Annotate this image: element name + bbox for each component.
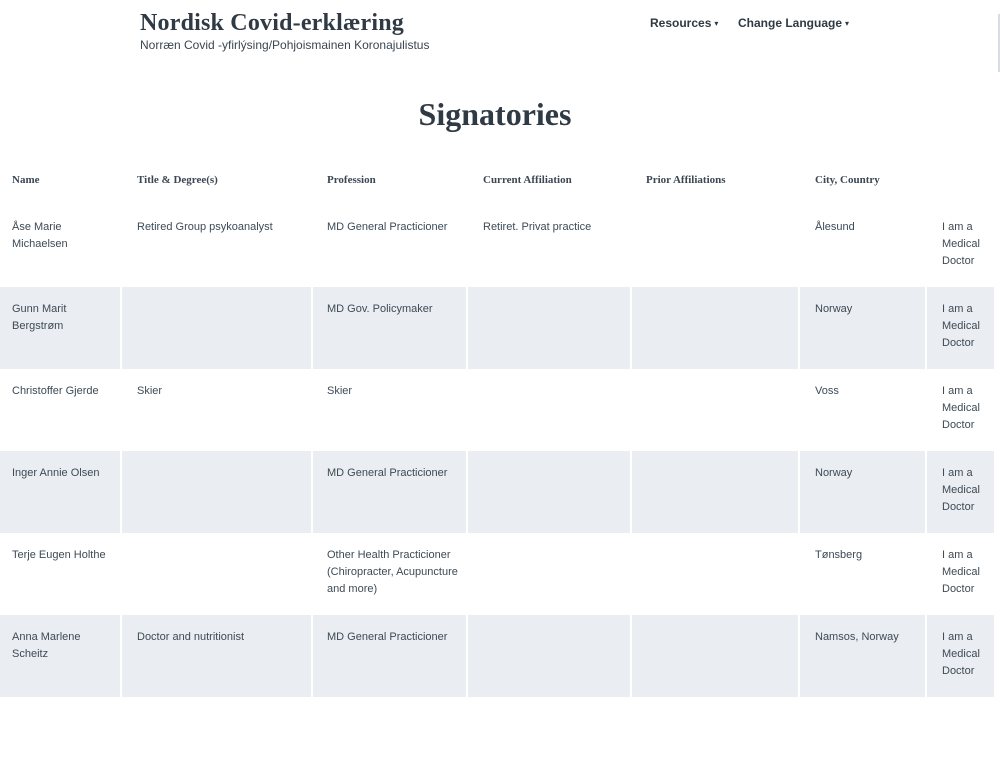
table-row (0, 205, 994, 287)
cell-name: Anna Marlene Scheitz (12, 631, 81, 660)
cell-profession: MD General Practicioner (327, 631, 448, 643)
column-header-profession: Profession (327, 174, 376, 186)
column-divider (311, 451, 313, 533)
cell-city-country: Norway (815, 467, 853, 479)
cell-name: Christoffer Gjerde (12, 385, 99, 397)
column-divider (925, 615, 927, 697)
chevron-down-icon: ▾ (845, 19, 850, 28)
brand-title[interactable]: Nordisk Covid-erklæring (140, 10, 404, 36)
cell-name: Terje Eugen Holthe (12, 549, 106, 561)
cell-city-country: Tønsberg (815, 549, 863, 561)
cell-name: Gunn Marit Bergstrøm (12, 303, 67, 332)
cell-type: I am a Medical Doctor (942, 303, 980, 349)
column-divider (925, 287, 927, 369)
table-header-row (0, 163, 994, 205)
cell-title: Retired Group psykoanalyst (137, 221, 273, 233)
cell-type: I am a Medical Doctor (942, 631, 980, 677)
table-row (0, 369, 994, 451)
cell-profession: MD General Practicioner (327, 221, 448, 233)
cell-profession: MD Gov. Policymaker (327, 303, 433, 315)
table-row (0, 533, 994, 615)
cell-city-country: Norway (815, 303, 853, 315)
column-divider (466, 615, 468, 697)
cell-profession: Other Health Practicioner (Chiropracter, Acupuncture and more) (327, 549, 458, 595)
column-divider (466, 451, 468, 533)
brand-subtitle: Norræn Covid -yfirlýsing/Pohjoismainen Koronajulistus (140, 38, 430, 52)
column-divider (630, 287, 632, 369)
cell-type: I am a Medical Doctor (942, 385, 980, 431)
cell-city-country: Ålesund (815, 221, 855, 233)
nav-change-language-menu[interactable] (738, 16, 849, 30)
cell-profession: Skier (327, 385, 353, 397)
column-divider (798, 287, 800, 369)
column-header-name: Name (12, 174, 40, 186)
table-row (0, 615, 994, 697)
cell-type: I am a Medical Doctor (942, 467, 980, 513)
column-header-prior-affiliations: Prior Affiliations (646, 174, 726, 186)
cell-title: Doctor and nutritionist (137, 631, 244, 643)
chevron-down-icon: ▾ (714, 19, 719, 28)
site-header (0, 0, 1000, 72)
column-divider (798, 451, 800, 533)
cell-profession: MD General Practicioner (327, 467, 448, 479)
cell-name: Åse Marie Michaelsen (12, 221, 68, 250)
nav-resources-label: Resources (650, 16, 712, 30)
nav-resources-menu[interactable] (650, 16, 718, 30)
page-title: Signatories (418, 96, 572, 132)
cell-city-country: Namsos, Norway (815, 631, 899, 643)
column-header-title-degrees: Title & Degree(s) (137, 174, 218, 186)
cell-name: Inger Annie Olsen (12, 467, 100, 479)
column-divider (311, 287, 313, 369)
column-divider (925, 451, 927, 533)
column-divider (798, 615, 800, 697)
cell-city-country: Voss (815, 385, 839, 397)
column-divider (311, 615, 313, 697)
column-header-city-country: City, Country (815, 174, 880, 186)
cell-type: I am a Medical Doctor (942, 221, 980, 267)
nav-change-language-label: Change Language (738, 16, 843, 30)
signatories-table (0, 163, 994, 723)
cell-current-affiliation: Retiret. Privat practice (483, 221, 592, 233)
column-header-current-affiliation: Current Affiliation (483, 174, 572, 186)
cell-title: Skier (137, 385, 163, 397)
column-divider (630, 615, 632, 697)
table-row (0, 451, 994, 533)
cell-type: I am a Medical Doctor (942, 549, 980, 595)
table-row (0, 287, 994, 369)
column-divider (466, 287, 468, 369)
column-divider (630, 451, 632, 533)
